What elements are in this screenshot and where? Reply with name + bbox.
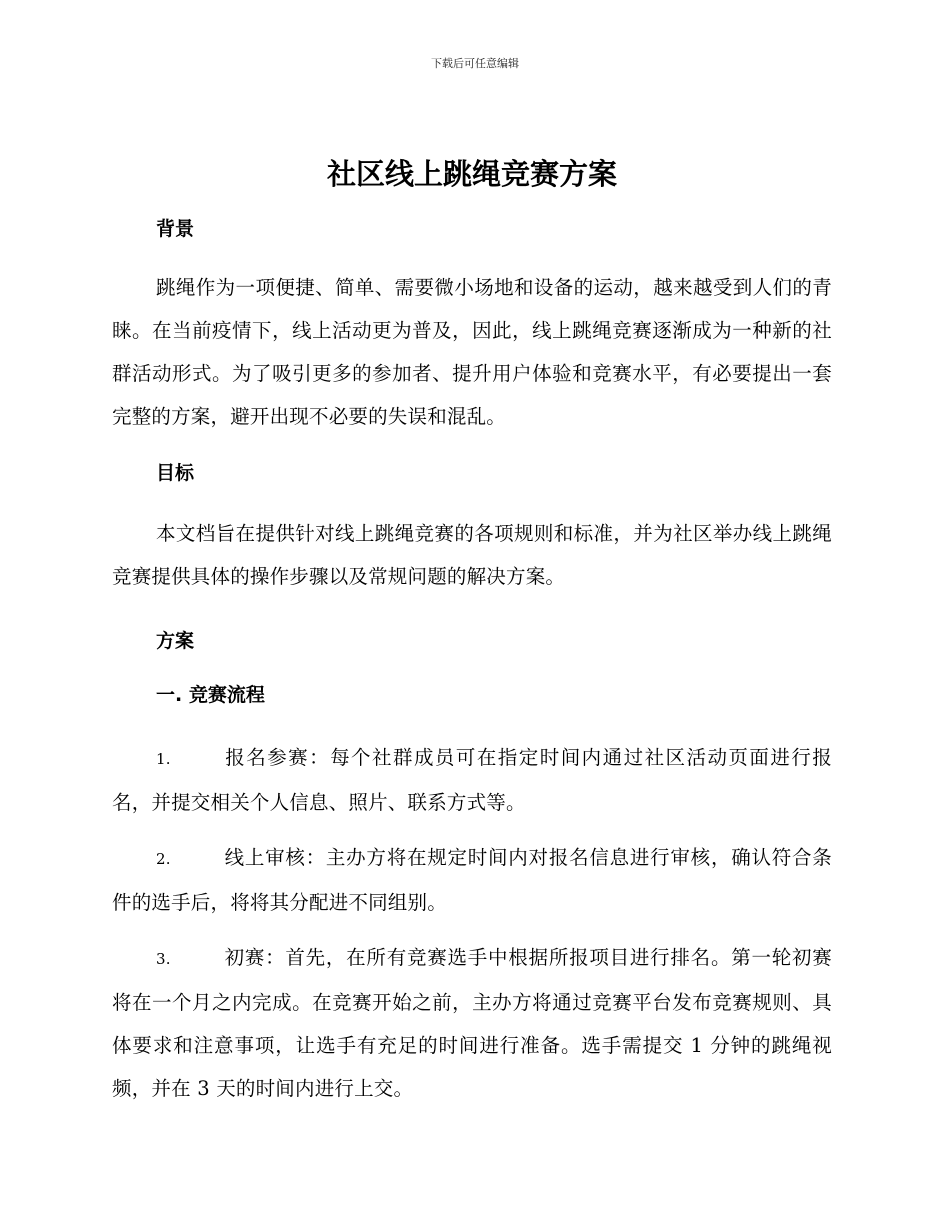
spacer (112, 924, 832, 936)
spacer (112, 598, 832, 626)
document-body (112, 148, 832, 1110)
document-title: 社区线上跳绳竞赛方案 (326, 157, 617, 191)
list-item (112, 836, 832, 924)
spacer (112, 488, 832, 512)
spacer (112, 656, 832, 680)
list-item-number: 1. (156, 750, 171, 768)
background-heading: 背景 (156, 218, 195, 240)
background-paragraph: 跳绳作为一项便捷、简单、需要微小场地和设备的运动，越来越受到人们的青睐。在当前疫情下，线上活动更为普及，因此，线上跳绳竞赛逐渐成为一种新的社群活动形式。为了吸引更多的参加者、提升用户体验和竞赛水平，有必要提出一套完整的方案，避开出现不必要的失误和混乱。 (112, 276, 832, 428)
spacer (112, 244, 832, 266)
list-item (112, 936, 832, 1110)
list-item-text: 初赛：首先，在所有竞赛选手中根据所报项目进行排名。第一轮初赛将在一个月之内完成。在竞赛开始之前，主办方将通过竞赛平台发布竞赛规则、具体要求和注意事项，让选手有充足的时间进行准备。选手需提交 1 分钟的跳绳视频，并在 3 天的时间内进行上交。 (112, 946, 832, 1100)
goal-paragraph: 本文档旨在提供针对线上跳绳竞赛的各项规则和标准，并为社区举办线上跳绳竞赛提供具体的操作步骤以及常规问题的解决方案。 (112, 522, 832, 588)
spacer (112, 824, 832, 836)
plan-heading: 方案 (156, 630, 195, 652)
header-note: 下载后可任意编辑 (431, 57, 519, 70)
spacer (112, 710, 832, 736)
list-item-number: 3. (156, 950, 171, 968)
spacer (112, 438, 832, 458)
list-item (112, 736, 832, 824)
list-item-text: 报名参赛：每个社群成员可在指定时间内通过社区活动页面进行报名，并提交相关个人信息、照片、联系方式等。 (112, 746, 832, 814)
list-item-text: 线上审核：主办方将在规定时间内对报名信息进行审核，确认符合条件的选手后，将将其分配进不同组别。 (112, 846, 832, 914)
goal-heading: 目标 (156, 462, 195, 484)
list-item-number: 2. (156, 850, 171, 868)
section-heading-flow: 一. 竞赛流程 (156, 684, 265, 706)
